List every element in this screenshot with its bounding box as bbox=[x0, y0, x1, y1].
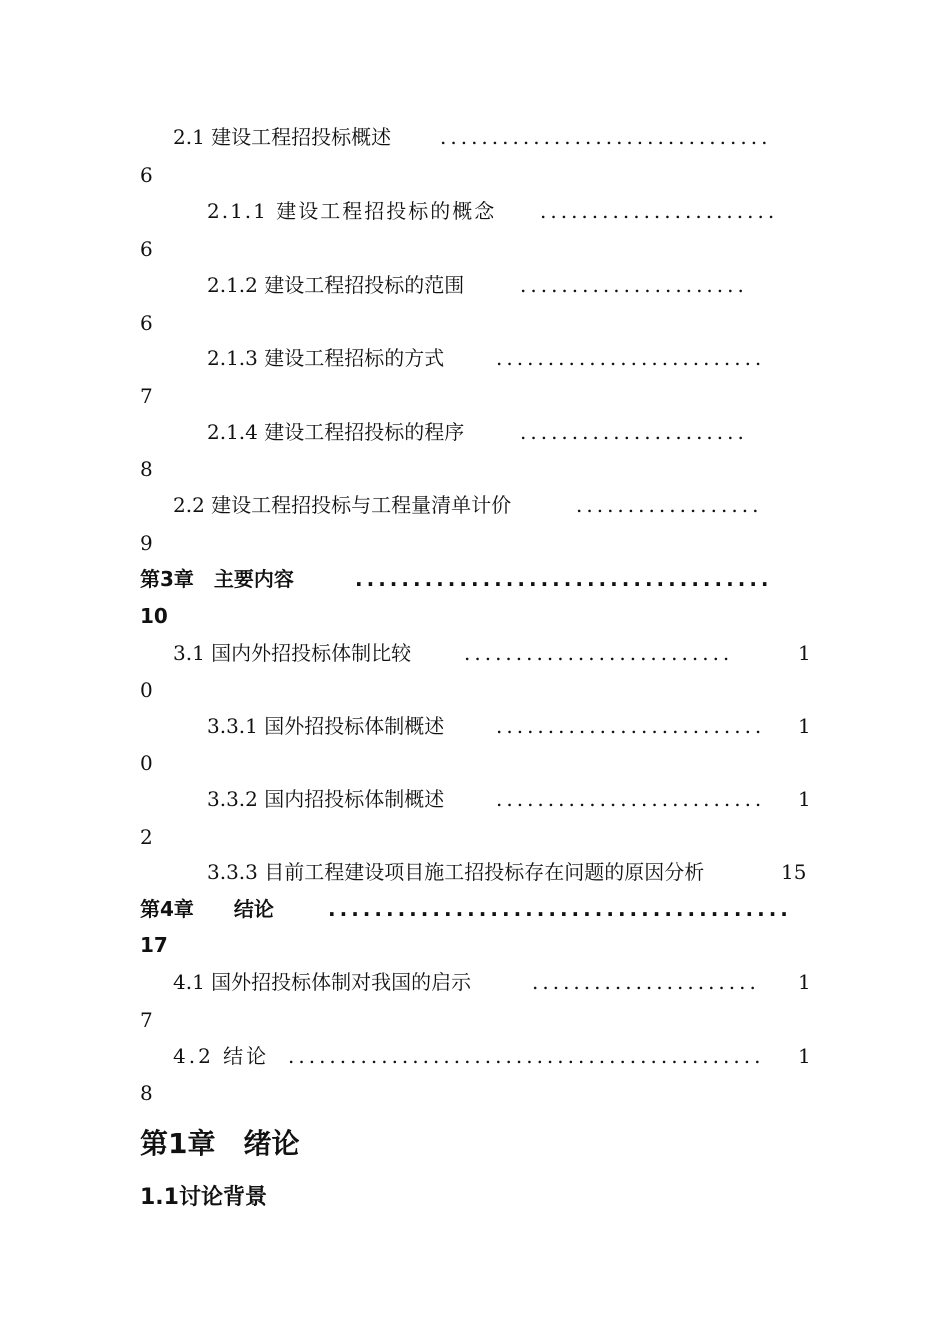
toc-page-4-1-tail: 1 bbox=[798, 970, 811, 994]
toc-chapter-3[interactable]: 第3章 主要内容 bbox=[140, 567, 294, 591]
toc-leader-2-1-3: .......................... bbox=[496, 346, 766, 370]
toc-page-3-3-1: 0 bbox=[140, 751, 153, 775]
toc-page-4-1: 7 bbox=[140, 1008, 153, 1032]
toc-entry-3-3-3[interactable]: 3.3.3 目前工程建设项目施工招投标存在问题的原因分析 bbox=[207, 860, 705, 884]
toc-leader-3-1: .......................... bbox=[464, 641, 734, 665]
toc-page-chapter-3: 10 bbox=[140, 604, 168, 628]
toc-entry-2-1-1[interactable]: 2.1.1 建设工程招投标的概念 bbox=[207, 199, 497, 223]
toc-leader-chapter-4: ........................................ bbox=[328, 897, 792, 921]
toc-leader-4-1: ...................... bbox=[532, 970, 760, 994]
toc-page-3-3-1-tail: 1 bbox=[798, 714, 811, 738]
toc-entry-2-2[interactable]: 2.2 建设工程招投标与工程量清单计价 bbox=[173, 493, 512, 517]
toc-page-3-3-3: 15 bbox=[781, 860, 807, 884]
toc-page-2-1-2: 6 bbox=[140, 311, 153, 335]
toc-page-2-1: 6 bbox=[140, 163, 153, 187]
toc-page-3-3-2: 2 bbox=[140, 825, 153, 849]
toc-entry-2-1-2[interactable]: 2.1.2 建设工程招投标的范围 bbox=[207, 273, 465, 297]
toc-entry-3-3-1[interactable]: 3.3.1 国外招投标体制概述 bbox=[207, 714, 445, 738]
toc-leader-chapter-3: .................................... bbox=[355, 567, 773, 591]
toc-page-4-2: 8 bbox=[140, 1081, 153, 1105]
toc-leader-2-1-1: ....................... bbox=[540, 199, 779, 223]
toc-page-chapter-4: 17 bbox=[140, 933, 168, 957]
section-heading: 1.1讨论背景 bbox=[140, 1185, 267, 1210]
toc-page-4-2-tail: 1 bbox=[798, 1044, 811, 1068]
toc-page-3-3-2-tail: 1 bbox=[798, 787, 811, 811]
toc-entry-3-1[interactable]: 3.1 国内外招投标体制比较 bbox=[173, 641, 412, 665]
chapter-heading: 第1章 绪论 bbox=[140, 1127, 300, 1160]
toc-page-2-1-1: 6 bbox=[140, 237, 153, 261]
toc-leader-2-1-4: ...................... bbox=[520, 420, 748, 444]
toc-leader-2-2: .................. bbox=[576, 493, 763, 517]
toc-entry-2-1-4[interactable]: 2.1.4 建设工程招投标的程序 bbox=[207, 420, 465, 444]
toc-leader-3-3-1: .......................... bbox=[496, 714, 766, 738]
toc-leader-2-1: ................................ bbox=[440, 125, 772, 149]
toc-leader-4-2: .............................................. bbox=[288, 1044, 765, 1068]
toc-page-2-1-3: 7 bbox=[140, 384, 153, 408]
toc-leader-3-3-2: .......................... bbox=[496, 787, 766, 811]
toc-chapter-4[interactable]: 第4章 结论 bbox=[140, 897, 274, 921]
toc-entry-4-2[interactable]: 4.2 结论 bbox=[173, 1044, 270, 1068]
toc-entry-4-1[interactable]: 4.1 国外招投标体制对我国的启示 bbox=[173, 970, 472, 994]
toc-entry-2-1[interactable]: 2.1 建设工程招投标概述 bbox=[173, 125, 392, 149]
toc-entry-3-3-2[interactable]: 3.3.2 国内招投标体制概述 bbox=[207, 787, 445, 811]
toc-leader-2-1-2: ...................... bbox=[520, 273, 748, 297]
toc-page-3-1-tail: 1 bbox=[798, 641, 811, 665]
toc-entry-2-1-3[interactable]: 2.1.3 建设工程招标的方式 bbox=[207, 346, 445, 370]
toc-page-2-2: 9 bbox=[140, 531, 153, 555]
toc-page-2-1-4: 8 bbox=[140, 457, 153, 481]
toc-page-3-1: 0 bbox=[140, 678, 153, 702]
